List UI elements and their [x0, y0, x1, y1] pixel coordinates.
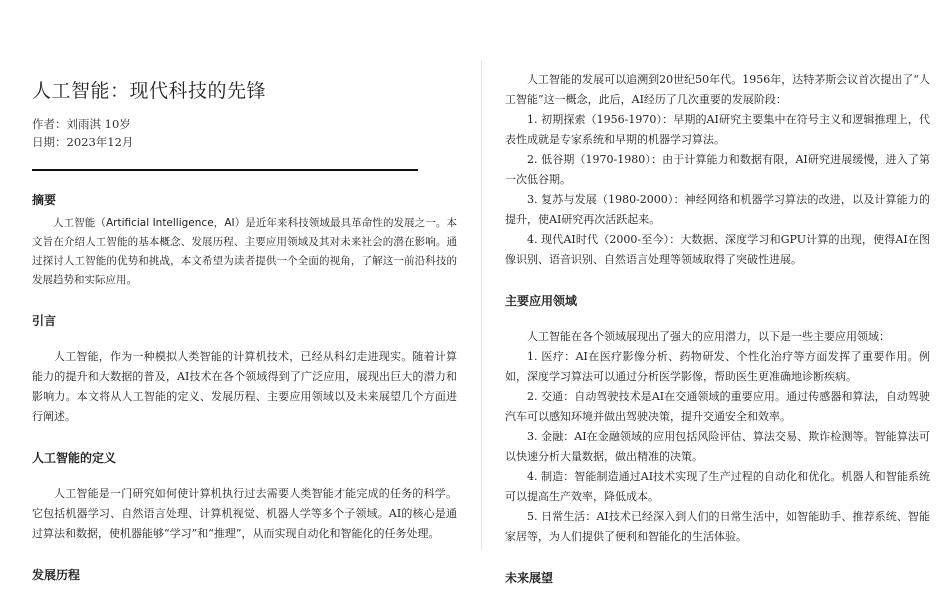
right-page	[475, 0, 950, 600]
history-heading: 发展历程	[32, 568, 81, 582]
application-item: 1. 医疗：AI在医疗影像分析、药物研发、个性化治疗等方面发挥了重要作用。例如，深度学习算法可以通过分析医学影像，帮助医生更准确地诊断疾病。	[505, 350, 930, 383]
applications-intro: 人工智能在各个领域展现出了强大的应用潜力，以下是一些主要应用领域：	[527, 330, 890, 343]
intro-heading: 引言	[32, 314, 57, 328]
history-item: 2. 低谷期（1970-1980）：由于计算能力和数据有限，AI研究进展缓慢，进入了第一次低谷期。	[505, 153, 930, 186]
history-item: 4. 现代AI时代（2000-至今）：大数据、深度学习和GPU计算的出现，使得AI在图像识别、语音识别、自然语言处理等领域取得了突破性进展。	[505, 233, 930, 266]
author-line: 作者：刘雨淇 10岁	[32, 117, 131, 131]
history-item: 1. 初期探索（1956-1970）：早期的AI研究主要集中在符号主义和逻辑推理上，代表性成就是专家系统和早期的机器学习算法。	[505, 113, 930, 146]
applications-heading: 主要应用领域	[505, 294, 578, 308]
history-intro: 人工智能的发展可以追溯到20世纪50年代。1956年，达特茅斯会议首次提出了“人工智能”这一概念，此后，AI经历了几次重要的发展阶段：	[505, 73, 930, 106]
history-item: 3. 复苏与发展（1980-2000）：神经网络和机器学习算法的改进，以及计算能力的提升，使AI研究再次活跃起来。	[505, 193, 930, 226]
document-title: 人工智能：现代科技的先锋	[32, 80, 267, 102]
definition-body: 人工智能是一门研究如何使计算机执行过去需要人类智能才能完成的任务的科学。它包括机器学习、自然语言处理、计算机视觉、机器人学等多个子领域。AI的核心是通过算法和数据，使机器能够“学习”和“推理”，从而实现自动化和智能化的任务处理。	[32, 487, 457, 540]
intro-body: 人工智能，作为一种模拟人类智能的计算机技术，已经从科幻走进现实。随着计算能力的提升和大数据的普及，AI技术在各个领域得到了广泛应用，展现出巨大的潜力和影响力。本文将从人工智能的定义、发展历程、主要应用领域以及未来展望几个方面进行阐述。	[32, 350, 457, 423]
application-item: 5. 日常生活：AI技术已经深入到人们的日常生活中，如智能助手、推荐系统、智能家居等，为人们提供了便利和智能化的生活体验。	[505, 510, 930, 543]
application-item: 3. 金融：AI在金融领域的应用包括风险评估、算法交易、欺诈检测等。智能算法可以快速分析大量数据，做出精准的决策。	[505, 430, 930, 463]
application-item: 2. 交通：自动驾驶技术是AI在交通领域的重要应用。通过传感器和算法，自动驾驶汽车可以感知环境并做出驾驶决策，提升交通安全和效率。	[505, 390, 930, 423]
abstract-body: 人工智能（Artificial Intelligence，AI）是近年来科技领域最具革命性的发展之一。本文旨在介绍人工智能的基本概念、发展历程、主要应用领域及其对未来社会的潜在影响。通过探讨人工智能的优势和挑战，本文希望为读者提供一个全面的视角，了解这一前沿科技的发展趋势和实际应用。	[32, 217, 457, 286]
future-heading: 未来展望	[505, 571, 554, 585]
date-line: 日期：2023年12月	[32, 135, 134, 149]
application-item: 4. 制造：智能制造通过AI技术实现了生产过程的自动化和优化。机器人和智能系统可以提高生产效率，降低成本。	[505, 470, 930, 503]
title-divider	[32, 169, 418, 171]
definition-heading: 人工智能的定义	[32, 451, 117, 465]
abstract-heading: 摘要	[32, 193, 57, 207]
